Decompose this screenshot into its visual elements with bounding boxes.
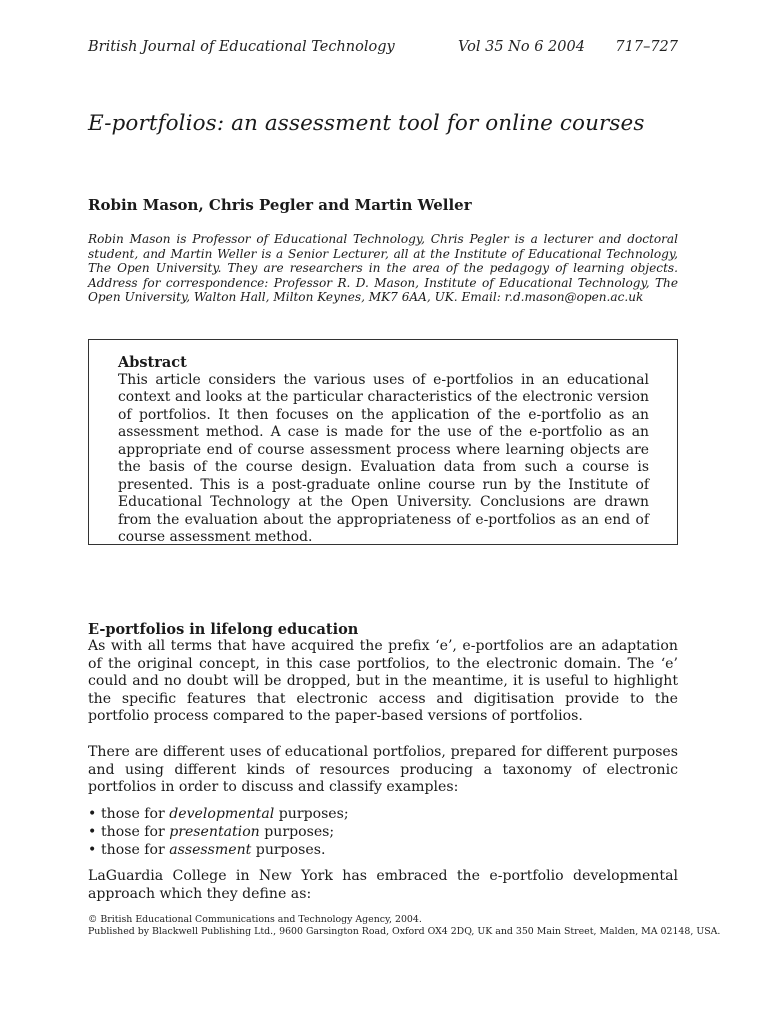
journal-name: British Journal of Educational Technology bbox=[88, 39, 395, 55]
running-head bbox=[88, 39, 678, 59]
section-heading: E-portfolios in lifelong education bbox=[88, 621, 359, 638]
body-paragraph-2: There are different uses of educational portfolios, prepared for different purposes and using different kinds of resources producing a taxonomy of electronic portfolios in order to discuss and classify examples: bbox=[88, 744, 678, 796]
list-item: • those for presentation purposes; bbox=[88, 823, 678, 841]
abstract-text: This article considers the various uses of e-portfolios in an educational context and looks at the particular characteristics of the electronic version of portfolios. It then focuses on the application of the e-portfolio as an assessment method. A case is made for the use of the e-portfolio as an appropriate end of course assessment process where learning objects are the basis of the course design. Evaluation data from such a course is presented. This is a post-graduate online course run by the Institute of Educational Technology at the Open University. Conclusions are drawn from the evaluation about the appropriateness of e-portfolios as an end of course assessment method. bbox=[118, 371, 649, 545]
page-range: 717–727 bbox=[615, 39, 678, 55]
article-title: E-portfolios: an assessment tool for online courses bbox=[88, 111, 645, 136]
volume-issue: Vol 35 No 6 2004 bbox=[458, 39, 585, 55]
list-item: • those for assessment purposes. bbox=[88, 841, 678, 859]
list-item: • those for developmental purposes; bbox=[88, 805, 678, 823]
abstract-box bbox=[88, 339, 678, 545]
portfolio-purpose-list bbox=[88, 805, 678, 859]
body-paragraph-1: As with all terms that have acquired the prefix ‘e’, e-portfolios are an adaptation of the original concept, in this case portfolios, to the electronic domain. The ‘e’ could and no doubt will be dropped, but in the meantime, it is useful to highlight the specific features that electronic access and digitisation provide to the portfolio process compared to the paper-based versions of portfolios. bbox=[88, 638, 678, 725]
publisher-notice: Published by Blackwell Publishing Ltd., 9600 Garsington Road, Oxford OX4 2DQ, UK and 350 Main Street, Malden, MA 02148, USA. bbox=[88, 925, 721, 937]
page-footer bbox=[88, 914, 721, 937]
body-paragraph-3: LaGuardia College in New York has embraced the e-portfolio developmental approach which they define as: bbox=[88, 868, 678, 902]
abstract-heading: Abstract bbox=[118, 354, 187, 371]
copyright-notice: © British Educational Communications and Technology Agency, 2004. bbox=[88, 914, 422, 925]
author-affiliation: Robin Mason is Professor of Educational Technology, Chris Pegler is a lecturer and doctoral student, and Martin Weller is a Senior Lecturer, all at the Institute of Educational Technology, The Open University. They are researchers in the area of the pedagogy of learning objects. Address for correspondence: Professor R. D. Mason, Institute of Educational Technology, The Open University, Walton Hall, Milton Keynes, MK7 6AA, UK. Email: r.d.mason@open.ac.uk bbox=[88, 232, 678, 305]
author-list: Robin Mason, Chris Pegler and Martin Weller bbox=[88, 196, 472, 214]
